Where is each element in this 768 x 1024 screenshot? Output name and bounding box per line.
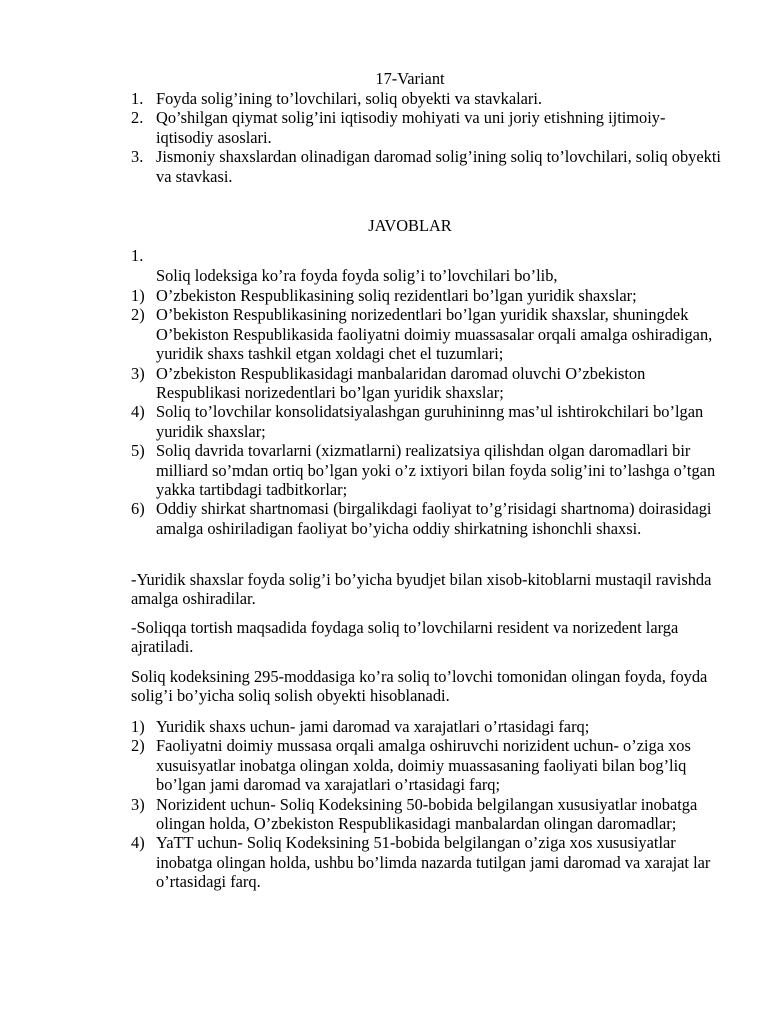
answers-title: JAVOBLAR (368, 216, 452, 235)
list-item (131, 402, 721, 441)
question-list (131, 89, 721, 186)
answer-number: 1. (131, 246, 144, 265)
item-number: 2) (131, 305, 145, 325)
list-item (131, 795, 721, 834)
item-number: 5) (131, 441, 145, 461)
item-text: Soliq to’lovchilar konsolidatsiyalashgan guruhininng mas’ul ishtirokchilari bo’lgan yuridik shaxslar; (156, 402, 704, 441)
list-item (131, 286, 721, 305)
item-text: Oddiy shirkat shartnomasi (birgalikdagi faoliyat to’g’risidagi shartnoma) doirasidagi amalga oshiriladigan faoliyat bo’yicha oddiy shirkatning ishonchli shaxsi. (156, 499, 712, 538)
item-text: O’bekiston Respublikasining norizedentlari bo’lgan yuridik shaxslar, shuningdek O’bekiston Respublikasida faoliyatni doimiy muassasalar orqali amalga oshiradigan, yuridik shaxs tashkil etgan xoldagi chet el tuzumlari; (156, 305, 713, 364)
question-item (131, 89, 721, 108)
question-item (131, 108, 721, 147)
item-number: 3) (131, 794, 145, 814)
item-text: Faoliyatni doimiy mussasa orqali amalga oshiruvchi norizident uchun- o’ziga xos xusuisyatlar inobatga olingan xolda, doimiy muassasaning faoliyati bilan bog’liq bo’lgan jami daromad va xarajatlari o’rtasidagi farq; (156, 736, 691, 795)
list-item (131, 833, 721, 891)
list-item (131, 364, 721, 403)
item-text: Norizident uchun- Soliq Kodeksining 50-bobida belgilangan xususiyatlar inobatga olingan holda, O’zbekiston Respublikasidagi manbalardan olingan daromadlar; (156, 794, 698, 834)
item-text: Yuridik shaxs uchun- jami daromad va xarajatlari o’rtasidagi farq; (156, 717, 590, 736)
item-number: 1) (131, 717, 145, 736)
intro-line: Soliq lodeksiga ko’ra foyda foyda solig’i to’lovchilari bo’lib, (156, 266, 558, 285)
item-text: Soliq davrida tovarlarni (xizmatlarni) realizatsiya qilishdan olgan daromadlari bir milliard so’mdan ortiq bo’lgan yoki o’z ixtiyori bilan foyda solig’ini to’lashga o’tgan yakka tartibdagi tadbitkorlar; (156, 441, 716, 500)
item-number: 6) (131, 499, 145, 519)
item-text: O’zbekiston Respublikasidagi manbalaridan daromad oluvchi O’zbekiston Respublikasi norizedentlari bo’lgan yuridik shaxslar; (156, 363, 646, 403)
question-text: Foyda solig’ining to’lovchilari, soliq obyekti va stavkalari. (156, 89, 543, 108)
item-number: 1) (131, 286, 145, 305)
object-list (131, 717, 721, 892)
question-number: 1. (131, 89, 144, 108)
list-item (131, 717, 721, 736)
variant-title: 17-Variant (375, 69, 445, 88)
item-text: YaTT uchun- Soliq Kodeksining 51-bobida belgilangan o’ziga xos xususiyatlar inobatga olingan holda, ushbu bo’limda nazarda tutilgan jami daromad va xarajat lar o’rtasidagi farq. (156, 833, 711, 892)
question-item (131, 147, 721, 186)
list-item (131, 305, 721, 363)
paragraph: -Yuridik shaxslar foyda solig’i bo’yicha byudjet bilan xisob-kitoblarni mustaqil ravishda amalga oshiradilar. (131, 570, 712, 609)
question-number: 3. (131, 147, 144, 167)
paragraph: -Soliqqa tortish maqsadida foydaga soliq to’lovchilarni resident va norizedent larga ajratiladi. (131, 618, 679, 657)
item-number: 3) (131, 363, 145, 383)
item-text: O’zbekiston Respublikasining soliq rezidentlari bo’lgan yuridik shaxslar; (156, 286, 637, 305)
question-number: 2. (131, 108, 144, 128)
payer-list (131, 286, 721, 538)
item-number: 4) (131, 402, 145, 422)
list-item (131, 441, 721, 499)
list-item (131, 736, 721, 794)
list-item (131, 499, 721, 538)
question-text: Jismoniy shaxslardan olinadigan daromad solig’ining soliq to’lovchilari, soliq obyekti va stavkasi. (156, 147, 721, 186)
question-text: Qo’shilgan qiymat solig’ini iqtisodiy mohiyati va uni joriy etishning ijtimoiy-iqtisodiy asoslari. (156, 108, 666, 147)
paragraph: Soliq kodeksining 295-moddasiga ko’ra soliq to’lovchi tomonidan olingan foyda, foyda solig’i bo’yicha soliq solish obyekti hisoblanadi. (131, 667, 708, 706)
item-number: 4) (131, 833, 145, 853)
item-number: 2) (131, 736, 145, 756)
